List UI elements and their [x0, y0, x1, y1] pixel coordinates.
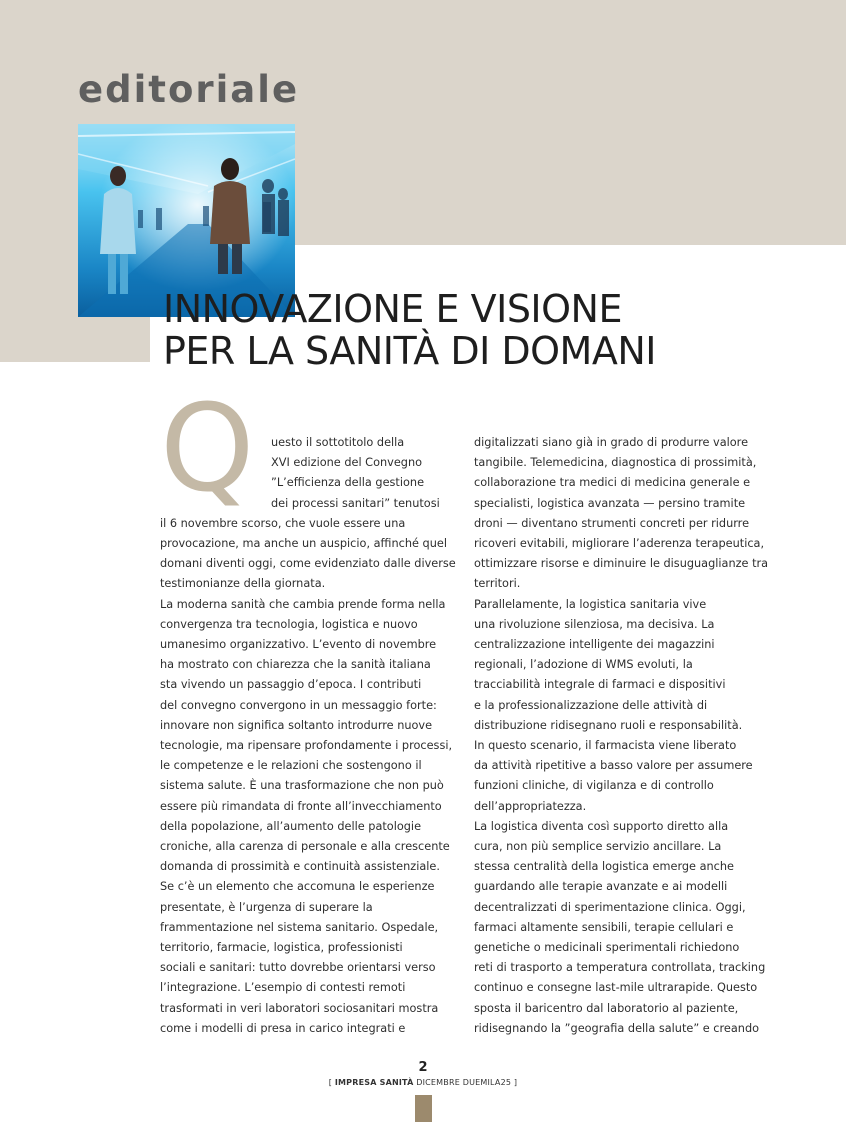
text-line: dei processi sanitari” tenutosi	[271, 496, 440, 510]
text-line: territori.	[474, 577, 521, 591]
text-line: il 6 novembre scorso, che vuole essere una	[160, 516, 406, 530]
text-line: ”L’efficienza della gestione	[271, 476, 425, 490]
text-line: decentralizzati di sperimentazione clinica. Oggi,	[474, 900, 746, 914]
text-line: stessa centralità della logistica emerge anche	[474, 860, 735, 874]
title-line-1: INNOVAZIONE E VISIONE	[163, 287, 622, 331]
article-title	[163, 288, 803, 372]
text-line: trasformati in veri laboratori sociosanitari mostra	[160, 1001, 439, 1015]
text-line: territorio, farmacie, logistica, professionisti	[160, 941, 403, 955]
text-line: digitalizzati siano già in grado di produrre valore	[474, 436, 749, 449]
text-line: specialisti, logistica avanzata — persino tramite	[474, 496, 746, 510]
text-line: l’integrazione. L’esempio di contesti remoti	[160, 981, 406, 995]
text-line: regionali, l’adozione di WMS evoluti, la	[474, 658, 693, 672]
text-line: come i modelli di presa in carico integrati e	[160, 1021, 406, 1035]
text-line: tangibile. Telemedicina, diagnostica di prossimità,	[474, 456, 757, 470]
text-line: provocazione, ma anche un auspicio, affinché quel	[160, 537, 447, 551]
text-line: croniche, alla carenza di personale e alla crescente	[160, 840, 450, 854]
text-line: cura, non più semplice servizio ancillare. La	[474, 840, 722, 854]
text-line: farmaci altamente sensibili, terapie cellulari e	[474, 920, 734, 934]
text-line: distribuzione ridisegnano ruoli e responsabilità.	[474, 718, 743, 732]
text-line: le competenze e le relazioni che sostengono il	[160, 759, 422, 773]
text-line: Parallelamente, la logistica sanitaria vive	[474, 597, 707, 611]
footer-bracket-open: [	[328, 1078, 333, 1087]
text-line: da attività ripetitive a basso valore per assumere	[474, 759, 753, 773]
text-line: del convegno convergono in un messaggio forte:	[160, 698, 437, 712]
text-line: La moderna sanità che cambia prende forma nella	[160, 597, 446, 611]
text-line: innovare non significa soltanto introdurre nuove	[160, 718, 433, 732]
footer-issue: DICEMBRE DUEMILA25	[416, 1078, 512, 1087]
text-line: testimonianze della giornata.	[160, 577, 326, 591]
text-line: ottimizzare risorse e diminuire le disuguaglianze tra	[474, 557, 769, 571]
text-line: tracciabilità integrale di farmaci e dispositivi	[474, 678, 726, 692]
article-column-2	[474, 433, 774, 1039]
footer-publication-line	[0, 1078, 846, 1087]
text-line: dell’appropriatezza.	[474, 799, 587, 813]
text-line: ricoveri evitabili, migliorare l’aderenza terapeutica,	[474, 537, 765, 551]
text-line: domanda di prossimità e continuità assistenziale.	[160, 860, 440, 874]
text-line: sociali e sanitari: tutto dovrebbe orientarsi verso	[160, 961, 436, 975]
text-line: convergenza tra tecnologia, logistica e nuovo	[160, 617, 418, 631]
text-line: In questo scenario, il farmacista viene liberato	[474, 739, 737, 753]
text-line: sposta il baricentro dal laboratorio al paziente,	[474, 1001, 739, 1015]
text-line: La logistica diventa così supporto diretto alla	[474, 819, 729, 833]
text-line: e la professionalizzazione delle attività di	[474, 698, 708, 712]
text-line: tecnologie, ma ripensare profondamente i processi,	[160, 739, 453, 753]
footer-publication-name: IMPRESA SANITÀ	[334, 1078, 414, 1087]
text-line: guardando alle terapie avanzate e ai modelli	[474, 880, 728, 894]
text-line: genetiche o medicinali sperimentali richiedono	[474, 941, 740, 955]
text-line: collaborazione tra medici di medicina generale e	[474, 476, 751, 490]
text-line: uesto il sottotitolo della	[271, 436, 405, 449]
text-line: Se c’è un elemento che accomuna le esperienze	[160, 880, 435, 894]
text-line: essere più rimandata di fronte all’invecchiamento	[160, 799, 442, 813]
footer-color-block	[415, 1095, 432, 1122]
text-line: droni — diventano strumenti concreti per ridurre	[474, 516, 750, 530]
text-line: ridisegnando la ”geografia della salute” e creando	[474, 1021, 760, 1035]
page-number: 2	[418, 1060, 428, 1075]
article-column-1	[160, 433, 460, 1039]
drop-cap: Q	[160, 380, 255, 519]
text-line: funzioni cliniche, di vigilanza e di controllo	[474, 779, 714, 793]
text-line: presentate, è l’urgenza di superare la	[160, 900, 373, 914]
text-line: centralizzazione intelligente dei magazzini	[474, 638, 715, 652]
text-line: domani diventi oggi, come evidenziato dalle diverse	[160, 557, 456, 571]
text-line: della popolazione, all’aumento delle patologie	[160, 819, 422, 833]
text-line: XVI edizione del Convegno	[271, 456, 423, 470]
text-line: reti di trasporto a temperatura controllata, tracking	[474, 961, 766, 975]
text-line: frammentazione nel sistema sanitario. Ospedale,	[160, 920, 439, 934]
text-line: sistema salute. È una trasformazione che non può	[160, 779, 444, 793]
text-line: umanesimo organizzativo. L’evento di novembre	[160, 638, 437, 652]
text-line: una rivoluzione silenziosa, ma decisiva. La	[474, 617, 715, 631]
text-line: ha mostrato con chiarezza che la sanità italiana	[160, 658, 431, 672]
title-line-2: PER LA SANITÀ DI DOMANI	[163, 329, 656, 373]
section-label: editoriale	[78, 68, 300, 111]
text-line: continuo e consegne last-mile ultrarapide. Questo	[474, 981, 758, 995]
footer-bracket-close: ]	[513, 1078, 518, 1087]
text-line: sta vivendo un passaggio d’epoca. I contributi	[160, 678, 422, 692]
